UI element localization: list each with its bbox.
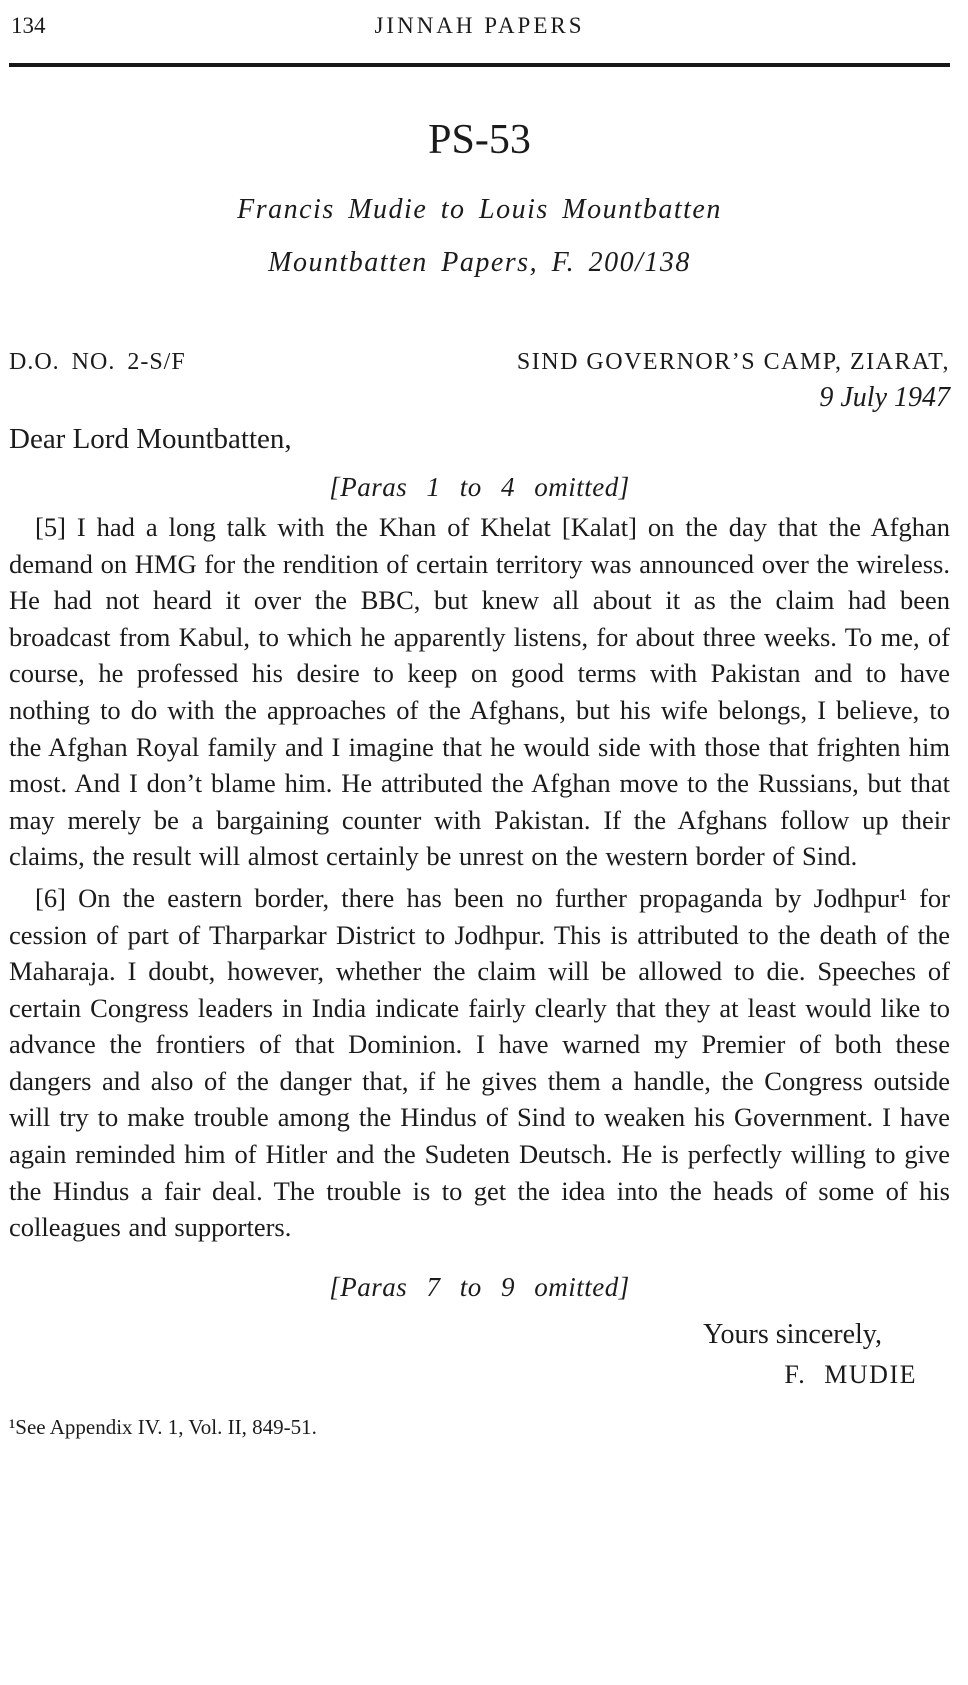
dateline-row: [9, 347, 950, 377]
paragraph-5: [5] I had a long talk with the Khan of Khelat [Kalat] on the day that the Afghan demand on HMG for the rendition of certain territory was announced over the wireless. He had not heard it over the BBC, but knew all about it as the claim had been broadcast from Kabul, to which he apparently listens, for about three weeks. To me, of course, he professed his desire to keep on good terms with Pakistan and to have nothing to do with the approaches of the Afghans, but his wife belongs, I believe, to the Afghan Royal family and I imagine that he would side with those that frighten him most. And I don’t blame him. He attributed the Afghan move to the Russians, but that may merely be a bargaining counter with Pakistan. If the Afghans follow up their claims, the result will almost certainly be unrest on the western border of Sind.: [9, 511, 950, 872]
running-title: JINNAH PAPERS: [374, 13, 585, 38]
salutation: Dear Lord Mountbatten,: [9, 423, 292, 456]
closing-line: Yours sincerely,: [703, 1318, 882, 1350]
omitted-note-2: [Paras 7 to 9 omitted]: [329, 1271, 630, 1302]
header-rule: [9, 63, 950, 67]
dateline-date: 9 July 1947: [819, 382, 950, 414]
reference-number: D.O. NO. 2-S/F: [9, 349, 186, 376]
signature-name: F. MUDIE: [784, 1360, 917, 1390]
dateline-place: SIND GOVERNOR’S CAMP, ZIARAT,: [516, 349, 950, 376]
document-id: PS-53: [428, 117, 531, 163]
footnote: ¹See Appendix IV. 1, Vol. II, 849-51.: [9, 1415, 317, 1440]
paragraph-6: [6] On the eastern border, there has been no further propaganda by Jodhpur¹ for cession of part of Tharparkar District to Jodhpur. This is attributed to the death of the Maharaja. I doubt, however, whether the claim will be allowed to die. Speeches of certain Congress leaders in India indicate fairly clearly that they at least would like to advance the frontiers of that Dominion. I have warned my Premier of both these dangers and also of the danger that, if he gives them a handle, the Congress outside will try to make trouble among the Hindus of Sind to weaken his Government. I have again reminded him of Hitler and the Sudeten Deutsch. He is perfectly willing to give the Hindus a fair deal. The trouble is to get the idea into the heads of some of his colleagues and supporters.: [9, 882, 950, 1243]
document-source: Mountbatten Papers, F. 200/138: [268, 246, 691, 278]
document-title: Francis Mudie to Louis Mountbatten: [237, 194, 722, 225]
page-header: [9, 0, 950, 43]
omitted-note-1: [Paras 1 to 4 omitted]: [329, 471, 630, 502]
page-number: 134: [11, 13, 46, 38]
